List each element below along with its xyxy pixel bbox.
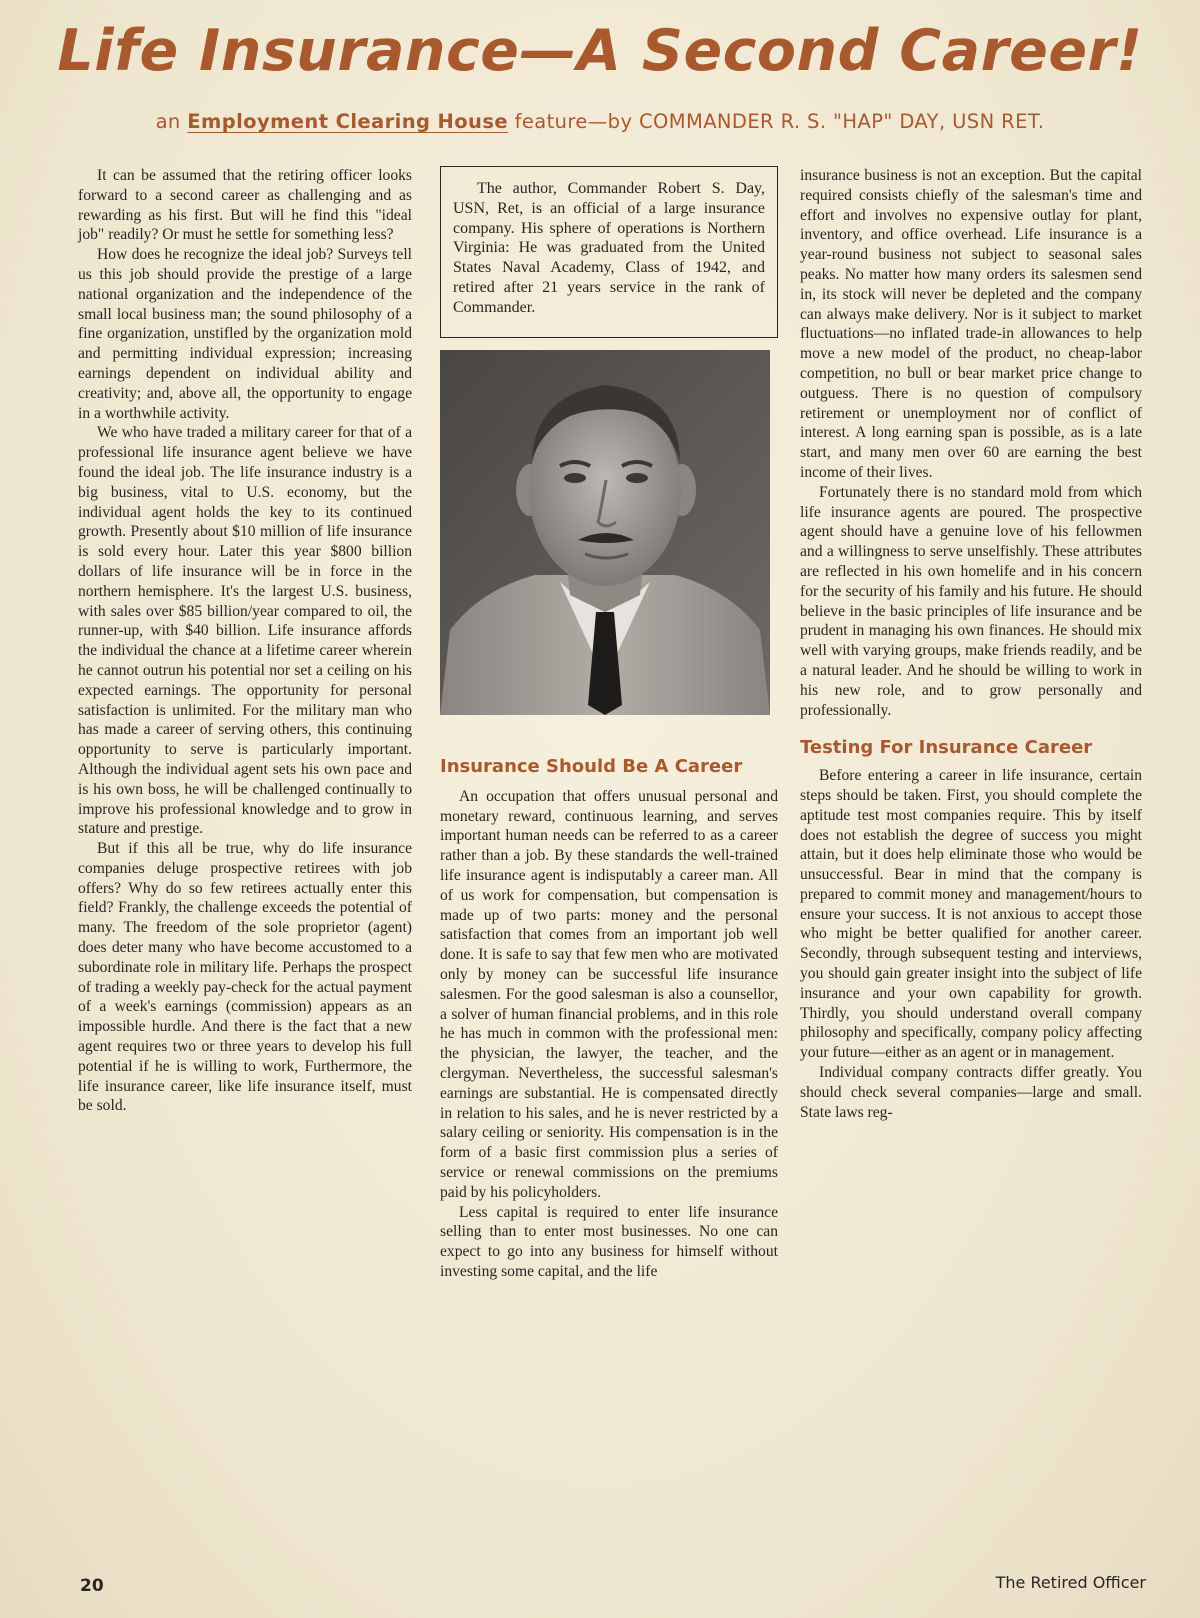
paragraph: Individual company contracts differ greatly. You should check several companies—large and small. State laws reg- bbox=[800, 1064, 1142, 1121]
column-right bbox=[800, 166, 1142, 1122]
paragraph: An occupation that offers unusual personal and monetary reward, continuous learning, and serves important human needs can be referred to as a career rather than a job. By these standards the well-trained life insurance agent is indisputably a career man. All of us work for compensation, but compensation is made up of two parts: money and the personal satisfaction that comes from an important job well done. It is safe to say that few men who are motivated only by money can be successful life insurance salesmen. For the good salesman is also a counsellor, a solver of human financial problems, and in this role he has much in common with the professional men: the physician, the lawyer, the teacher, and the clergyman. Nevertheless, the successful salesman's earnings are substantial. He is compensated directly in relation to his sales, and he is never restricted by a salary ceiling or seniority. His compensation is in the form of a basic first commission plus a series of service or renewal commissions on the premiums paid by his policyholders. bbox=[440, 787, 778, 1201]
paragraph: Less capital is required to enter life insurance selling than to enter most businesses. No one can expect to go into any business for himself without investing some capital, and the life bbox=[440, 1203, 778, 1280]
paragraph: We who have traded a military career for that of a professional life insurance agent believe we have found the ideal job. The life insurance industry is a big business, vital to U.S. economy, but the individual agent holds the key to its continued growth. Presently about $10 million of life insurance is sold every hour. Later this year $800 billion dollars of life insurance will be in force in the northern hemisphere. It's the largest U.S. business, with sales over $85 billion/year compared to oil, the runner-up, with $40 billion. Life insurance affords the individual the chance at a lifetime career wherein he cannot outrun his potential nor set a ceiling on his expected earnings. The opportunity for personal satisfaction is unlimited. For the military man who has made a career of serving others, this continuing opportunity to serve is particularly important. Although the individual agent sets his own pace and is his own boss, he will be challenged continually to improve his professional knowledge and to grow in stature and prestige. bbox=[78, 424, 412, 838]
author-bio: The author, Commander Robert S. Day, USN, Ret, is an official of a large insurance company. His sphere of operations is Northern Virginia: He was graduated from the United States Naval Academy, Class of 1942, and retired after 21 years service in the rank of Commander. bbox=[453, 180, 765, 316]
paragraph: It can be assumed that the retiring officer looks forward to a second career as challenging and as rewarding as his first. But will he find this "ideal job" readily? Or must he settle for something less? bbox=[78, 167, 412, 244]
byline-author: feature—by COMMANDER R. S. "HAP" DAY, USN RET. bbox=[514, 110, 1045, 133]
section-heading: Insurance Should Be A Career bbox=[440, 756, 743, 777]
author-bio-box bbox=[440, 166, 778, 338]
byline-feature-name: Employment Clearing House bbox=[187, 110, 508, 133]
article-title: Life Insurance—A Second Career! bbox=[57, 18, 1143, 84]
paragraph: How does he recognize the ideal job? Surveys tell us this job should provide the prestige of a large national organization and the independence of the small local business man; the sound philosophy of a fine organization, unstifled by the organization mold and permitting individual expression; increasing earnings dependent on individual ability and creativity; and, above all, the opportunity to engage in a worthwhile activity. bbox=[78, 246, 412, 422]
author-portrait bbox=[440, 350, 770, 715]
publication-name: The Retired Officer bbox=[995, 1573, 1146, 1592]
column-middle bbox=[440, 166, 778, 1282]
paragraph: Fortunately there is no standard mold from which life insurance agents are poured. The prospective agent should have a genuine love of his fellowmen and a willingness to serve unselfishly. These attributes are reflected in his own homelife and in his concern for the security of his family and his future. He should believe in the basic principles of life insurance and be prudent in managing his own finances. He should mix well with varying groups, make friends readily, and be a natural leader. And he should be willing to work in his new role, and to grow personally and professionally. bbox=[800, 483, 1142, 719]
byline-prefix: an bbox=[155, 110, 181, 133]
page-number: 20 bbox=[80, 1576, 104, 1596]
section-heading: Testing For Insurance Career bbox=[800, 737, 1093, 759]
paragraph: But if this all be true, why do life insurance companies deluge prospective retirees with job offers? Why do so few retirees actually enter this field? Frankly, the challenge exceeds the potential of many. The freedom of the sole proprietor (agent) does deter many who have become accustomed to a subordinate role in military life. Perhaps the prospect of trading a weekly pay-check for the actual payment of a week's earnings (commission) appears as an impossible hurdle. And there is the fact that a new agent requires two or three years to develop his full potential if he is willing to work, Furthermore, the life insurance career, like life insurance itself, must be sold. bbox=[78, 840, 412, 1115]
column-left bbox=[78, 166, 412, 1116]
paragraph: Before entering a career in life insurance, certain steps should be taken. First, you should complete the aptitude test most companies require. This by itself does not establish the degree of success you might attain, but it does help eliminate those who would be unsuccessful. Bear in mind that the company is prepared to commit money and management/hours to ensure your success. It is not anxious to accept those who might be better qualified for another career. Secondly, through subsequent testing and interviews, you should gain greater insight into the subject of life insurance and your own capability for growth. Thirdly, you should understand overall company philosophy and specifically, company policy affecting your future—either as an agent or in management. bbox=[800, 767, 1142, 1062]
paragraph: insurance business is not an exception. But the capital required consists chiefly of the salesman's time and effort and involves no expensive outlay for plant, inventory, and office overhead. Life insurance is a year-round business not subject to seasonal sales peaks. No matter how many orders its salesmen send in, its stock will never be depleted and the company can always make delivery. Nor is it subject to market fluctuations—no inflated trade-in allowances to help move a new model of the product, no cheap-labor competition, no bull or bear market price change to outguess. There is no question of compulsory retirement or unemployment nor of conflict of interest. A long earning span is possible, as is a late start, and many men over 60 are earning the best income of their lives. bbox=[800, 167, 1142, 481]
byline bbox=[0, 110, 1200, 133]
